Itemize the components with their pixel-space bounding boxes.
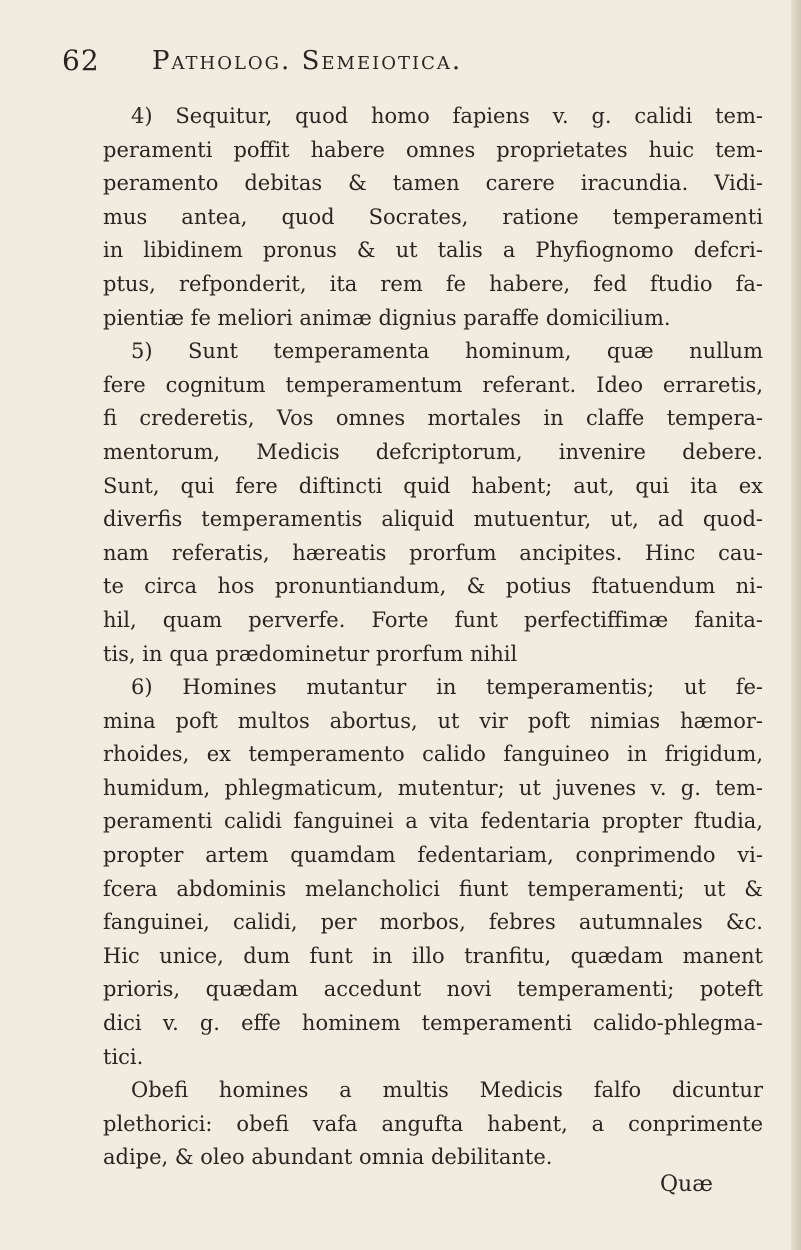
- text-line: te circa hos pronuntiandum, & potius ftatuendum ni-: [103, 574, 763, 599]
- text-line: dici v. g. effe hominem temperamenti calido-phlegma-: [103, 1011, 763, 1036]
- text-line: fcera abdominis melancholici fiunt temperamenti; ut &: [103, 876, 763, 901]
- text-line: mentorum, Medicis defcriptorum, invenire debere.: [103, 439, 763, 464]
- text-line: fi crederetis, Vos omnes mortales in claffe tempera-: [103, 406, 763, 431]
- text-line: nam referatis, hæreatis prorfum ancipites. Hinc cau-: [103, 540, 763, 565]
- text-line: ptus, refponderit, ita rem fe habere, fed ftudio fa-: [103, 271, 763, 296]
- text-line: mus antea, quod Socrates, ratione temperamenti: [103, 204, 763, 229]
- text-line: Hic unice, dum funt in illo tranfitu, quædam manent: [103, 943, 763, 968]
- body-text: [103, 100, 763, 1175]
- text-line: 5) Sunt temperamenta hominum, quæ nullum: [131, 339, 763, 364]
- page-number: 62: [62, 44, 100, 77]
- text-line: peramenti calidi fanguinei a vita fedentaria propter ftudia,: [103, 809, 763, 834]
- text-line: fanguinei, calidi, per morbos, febres autumnales &c.: [103, 910, 763, 935]
- text-line: peramenti poffit habere omnes proprietates huic tem-: [103, 137, 763, 162]
- text-line: plethorici: obefi vafa angufta habent, a conprimente: [103, 1111, 763, 1136]
- page-edge: [791, 0, 801, 1250]
- text-line: in libidinem pronus & ut talis a Phyfiognomo defcri-: [103, 238, 763, 263]
- page-header: [62, 44, 762, 84]
- text-line: adipe, & oleo abundant omnia debilitante.: [103, 1145, 553, 1170]
- text-line: propter artem quamdam fedentariam, conprimendo vi-: [103, 843, 763, 868]
- text-line: 6) Homines mutantur in temperamentis; ut fe-: [131, 675, 763, 700]
- text-line: diverfis temperamentis aliquid mutuentur, ut, ad quod-: [103, 507, 763, 532]
- text-line: tis, in qua prædominetur prorfum nihil: [103, 641, 518, 666]
- text-line: fere cognitum temperamentum referant. Ideo erraretis,: [103, 372, 763, 397]
- text-line: tici.: [103, 1044, 144, 1069]
- text-line: Obefi homines a multis Medicis falfo dicuntur: [131, 1078, 763, 1103]
- catchword: Quæ: [660, 1172, 713, 1197]
- running-head: Patholog. Semeiotica.: [152, 46, 463, 76]
- text-line: mina poft multos abortus, ut vir poft nimias hæmor-: [103, 708, 763, 733]
- text-line: hil, quam perverfe. Forte funt perfectiffimæ fanita-: [103, 607, 763, 632]
- text-line: 4) Sequitur, quod homo fapiens v. g. calidi tem-: [131, 104, 763, 128]
- text-line: peramento debitas & tamen carere iracundia. Vidi-: [103, 171, 763, 196]
- text-line: rhoides, ex temperamento calido fanguineo in frigidum,: [103, 742, 763, 767]
- text-line: prioris, quædam accedunt novi temperamenti; poteft: [103, 977, 763, 1002]
- text-line: humidum, phlegmaticum, mutentur; ut juvenes v. g. tem-: [103, 775, 763, 800]
- text-line: pientiæ fe meliori animæ dignius paraffe domicilium.: [103, 305, 671, 330]
- text-line: Sunt, qui fere diftincti quid habent; aut, qui ita ex: [103, 473, 763, 498]
